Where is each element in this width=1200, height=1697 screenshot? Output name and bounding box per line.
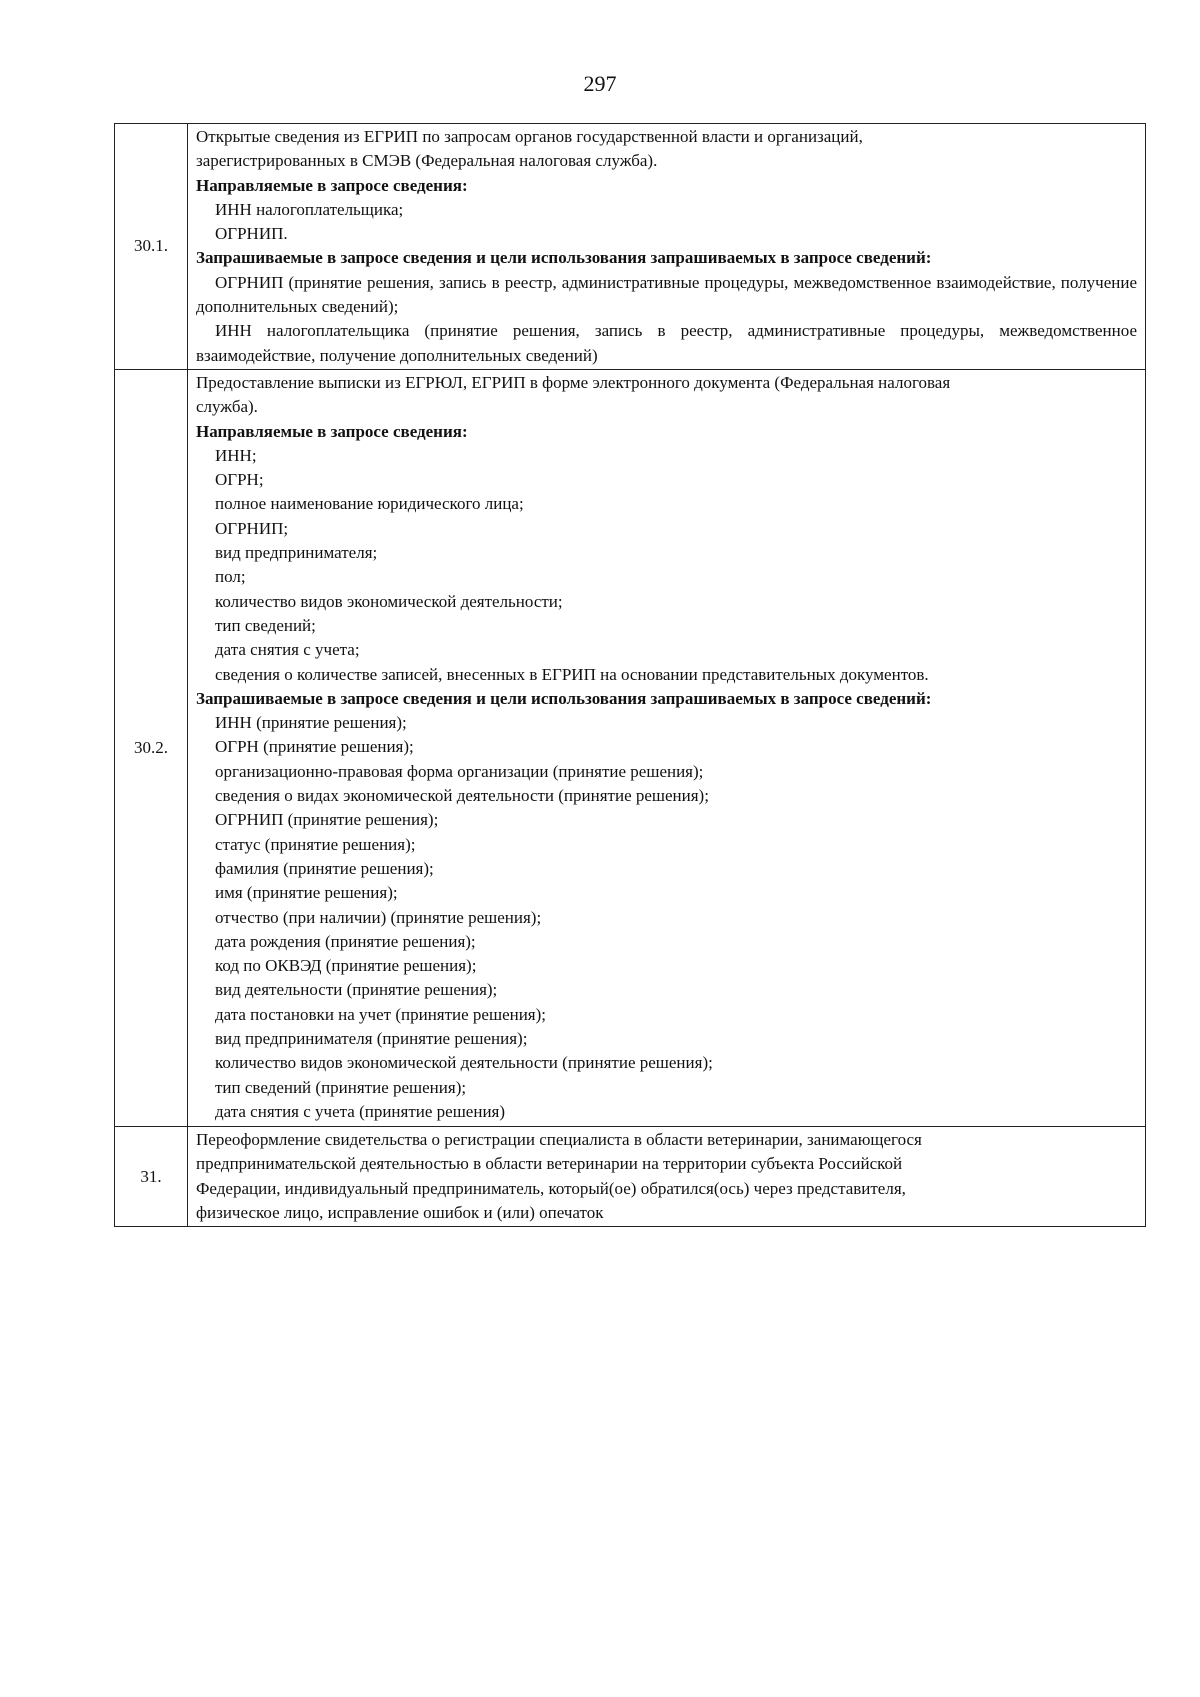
row-number: 30.1.	[115, 124, 188, 370]
list-item: ИНН налогоплательщика (принятие решения, запись в реестр, административные процедуры, межведомственное взаимодействие, получение дополнительных сведений)	[196, 321, 1137, 365]
section-heading: Направляемые в запросе сведения:	[196, 421, 468, 441]
list-item: дата рождения (принятие решения);	[215, 931, 476, 951]
row-number: 30.2.	[115, 369, 188, 1126]
row-content	[188, 369, 1146, 1126]
table-row	[115, 1126, 1146, 1226]
table-row	[115, 124, 1146, 370]
list-item: полное наименование юридического лица;	[215, 494, 524, 514]
list-item: ОГРНИП (принятие решения);	[215, 810, 439, 830]
list-item: ОГРН;	[215, 470, 264, 490]
section-heading: Запрашиваемые в запросе сведения и цели использования запрашиваемых в запросе сведений:	[196, 248, 932, 268]
list-item: ОГРН (принятие решения);	[215, 737, 414, 757]
list-item: дата снятия с учета;	[215, 640, 360, 660]
list-item: ИНН;	[215, 445, 257, 465]
row-content	[188, 1126, 1146, 1226]
list-item: дата снятия с учета (принятие решения)	[215, 1101, 506, 1121]
list-item: дата постановки на учет (принятие решения);	[215, 1004, 547, 1024]
page-number: 297	[583, 71, 617, 96]
list-item: пол;	[215, 567, 246, 587]
list-item: вид предпринимателя (принятие решения);	[215, 1028, 528, 1048]
list-item: отчество (при наличии) (принятие решения);	[215, 907, 542, 927]
list-item: организационно-правовая форма организации (принятие решения);	[215, 761, 704, 781]
list-item: вид предпринимателя;	[215, 543, 378, 563]
table-row	[115, 369, 1146, 1126]
row-text: зарегистрированных в СМЭВ (Федеральная налоговая служба).	[196, 151, 658, 171]
list-item: тип сведений (принятие решения);	[215, 1077, 467, 1097]
list-item: количество видов экономической деятельности;	[215, 591, 563, 611]
list-item: количество видов экономической деятельности (принятие решения);	[215, 1053, 713, 1073]
row-text: Предоставление выписки из ЕГРЮЛ, ЕГРИП в форме электронного документа (Федеральная налоговая	[196, 372, 951, 392]
row-number: 31.	[115, 1126, 188, 1226]
list-item: ОГРНИП;	[215, 518, 289, 538]
list-item: ИНН налогоплательщика;	[215, 199, 404, 219]
row-content	[188, 124, 1146, 370]
list-item: статус (принятие решения);	[215, 834, 416, 854]
list-item: ОГРНИП.	[215, 224, 288, 244]
row-text: Переоформление свидетельства о регистрации специалиста в области ветеринарии, занимающегося	[196, 1129, 922, 1149]
list-item: сведения о видах экономической деятельности (принятие решения);	[215, 786, 709, 806]
row-text: служба).	[196, 397, 258, 417]
list-item: ОГРНИП (принятие решения, запись в реестр, административные процедуры, межведомственное взаимодействие, получение дополнительных сведений);	[196, 272, 1137, 317]
list-item: вид деятельности (принятие решения);	[215, 980, 498, 1000]
list-item: фамилия (принятие решения);	[215, 858, 434, 878]
list-item: ИНН (принятие решения);	[215, 713, 407, 733]
list-item: тип сведений;	[215, 615, 316, 635]
row-text: Федерации, индивидуальный предприниматель, который(ое) обратился(ось) через представителя,	[196, 1178, 906, 1198]
section-heading: Запрашиваемые в запросе сведения и цели использования запрашиваемых в запросе сведений:	[196, 688, 932, 708]
row-text: Открытые сведения из ЕГРИП по запросам органов государственной власти и организаций,	[196, 127, 863, 146]
list-item: код по ОКВЭД (принятие решения);	[215, 956, 477, 976]
row-text: физическое лицо, исправление ошибок и (или) опечаток	[196, 1202, 604, 1222]
list-item: сведения о количестве записей, внесенных в ЕГРИП на основании представительных документов.	[215, 664, 929, 684]
row-text: предпринимательской деятельностью в области ветеринарии на территории субъекта Российской	[196, 1154, 903, 1174]
services-table	[114, 123, 1146, 1227]
section-heading: Направляемые в запросе сведения:	[196, 175, 468, 195]
list-item: имя (принятие решения);	[215, 883, 398, 903]
